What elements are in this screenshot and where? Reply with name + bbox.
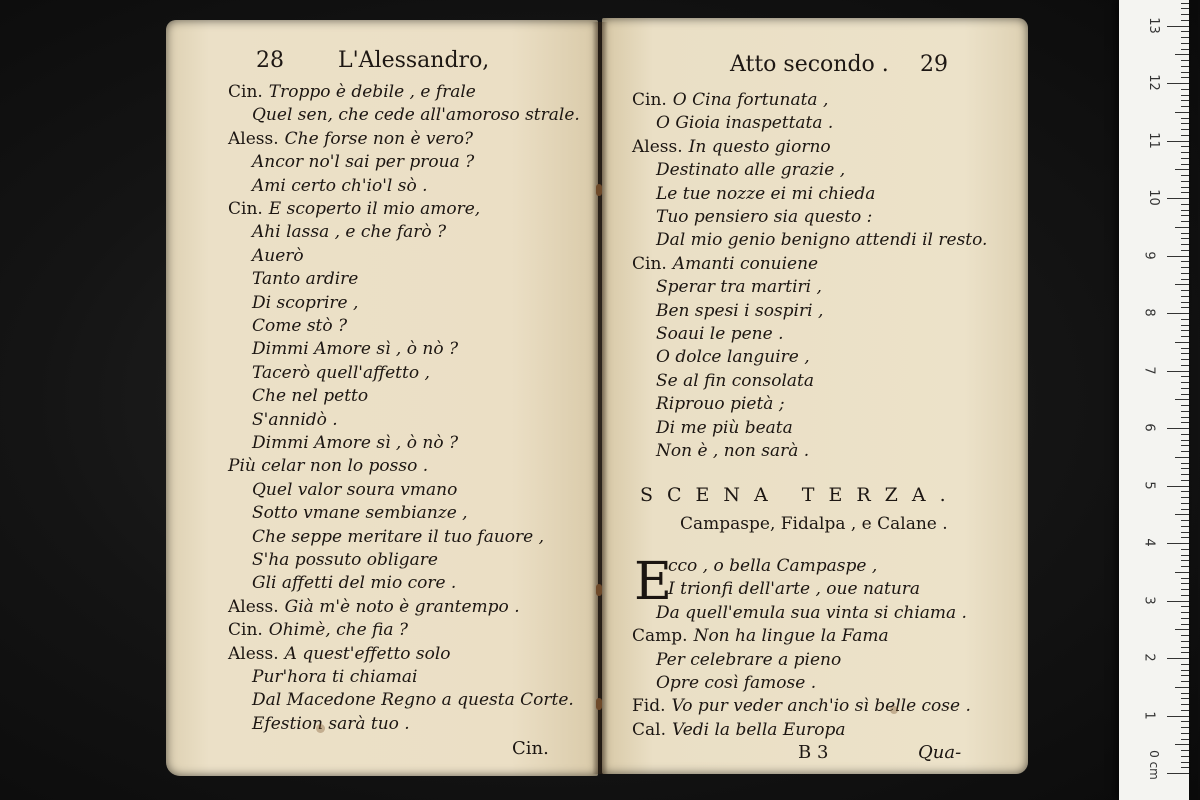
ruler-tick xyxy=(1181,526,1189,527)
ruler-tick xyxy=(1181,624,1189,625)
ruler-tick xyxy=(1175,342,1189,343)
ruler-tick xyxy=(1181,474,1189,475)
line-text: S'annidò . xyxy=(252,409,338,430)
text-line xyxy=(252,152,474,172)
speaker-label: Cal. xyxy=(632,719,666,740)
ruler-tick xyxy=(1181,158,1189,159)
ruler-tick xyxy=(1181,463,1189,464)
ink-stain xyxy=(890,706,898,714)
ruler-tick xyxy=(1181,612,1189,613)
text-line xyxy=(656,277,822,297)
ruler-tick xyxy=(1175,169,1189,170)
binding-stitch xyxy=(596,584,602,596)
ruler-tick xyxy=(1181,405,1189,406)
ruler-tick xyxy=(1181,60,1189,61)
ruler-tick xyxy=(1181,118,1189,119)
text-line xyxy=(228,644,451,664)
line-text: O Gioia inaspettata . xyxy=(656,113,834,134)
ruler-tick xyxy=(1181,750,1189,751)
right-page-number: 29 xyxy=(920,52,948,77)
ruler-tick xyxy=(1181,727,1189,728)
ruler-tick xyxy=(1167,141,1189,142)
text-line xyxy=(252,386,368,406)
ruler-tick xyxy=(1181,555,1189,556)
ruler-number: 3 xyxy=(1141,595,1157,605)
ruler-tick xyxy=(1181,698,1189,699)
ruler-tick xyxy=(1181,164,1189,165)
text-line xyxy=(252,480,457,500)
line-text: Non ha lingue la Fama xyxy=(693,626,889,647)
ruler-tick xyxy=(1181,440,1189,441)
speaker-label: Aless. xyxy=(632,136,683,157)
ruler-tick xyxy=(1181,89,1189,90)
ruler-tick xyxy=(1181,675,1189,676)
line-text: Le tue nozze ei mi chieda xyxy=(656,183,876,204)
line-text: Che nel petto xyxy=(252,386,369,407)
line-text: A quest'effetto solo xyxy=(284,643,451,664)
ruler-tick xyxy=(1181,583,1189,584)
ruler-tick xyxy=(1181,560,1189,561)
text-line xyxy=(668,556,877,576)
line-text: cco , o bella Campaspe , xyxy=(668,556,878,576)
text-line xyxy=(656,324,783,344)
ruler-tick xyxy=(1181,43,1189,44)
left-page-number: 28 xyxy=(256,48,284,73)
ruler-tick xyxy=(1181,244,1189,245)
ruler-tick xyxy=(1181,480,1189,481)
line-text: Ancor no'l sai per proua ? xyxy=(252,152,475,173)
line-text: Ami certo ch'io'l sò . xyxy=(252,175,428,196)
ruler-tick xyxy=(1181,37,1189,38)
ruler-tick xyxy=(1181,388,1189,389)
line-text: Ohimè, che fia ? xyxy=(268,620,409,641)
speaker-label: Camp. xyxy=(632,626,688,647)
ruler-number: 1 xyxy=(1141,710,1157,720)
ruler-tick xyxy=(1181,532,1189,533)
line-text: E scoperto il mio amore, xyxy=(268,199,481,219)
line-text: Riprouo pietà ; xyxy=(656,394,785,415)
ruler-tick xyxy=(1181,417,1189,418)
ruler-number: 5 xyxy=(1141,480,1157,490)
text-line xyxy=(656,603,967,623)
ruler-tick xyxy=(1181,290,1189,291)
left-page xyxy=(166,20,598,776)
line-text: Tacerò quell'affetto , xyxy=(252,362,430,383)
text-line xyxy=(252,550,438,570)
line-text: Quel sen, che cede all'amoroso strale. xyxy=(252,105,580,126)
ruler-tick xyxy=(1181,353,1189,354)
book-gutter xyxy=(592,22,608,774)
ruler-number: 2 xyxy=(1141,653,1157,662)
ruler-tick xyxy=(1181,681,1189,682)
line-text: Per celebrare a pieno xyxy=(656,649,842,670)
text-line xyxy=(252,410,338,430)
line-text: Amanti conuiene xyxy=(672,253,819,274)
ruler-tick xyxy=(1175,399,1189,400)
line-text: Dimmi Amore sì , ò nò ? xyxy=(252,433,459,453)
ruler-tick xyxy=(1181,296,1189,297)
ruler-tick xyxy=(1181,652,1189,653)
ruler-tick xyxy=(1181,325,1189,326)
ruler-tick xyxy=(1181,192,1189,193)
text-line xyxy=(656,113,833,133)
ruler-tick xyxy=(1167,601,1189,602)
ruler-tick xyxy=(1181,756,1189,757)
ruler-number: 8 xyxy=(1141,308,1157,317)
ruler-tick xyxy=(1181,767,1189,768)
ruler-tick xyxy=(1181,595,1189,596)
ruler-tick xyxy=(1181,733,1189,734)
text-line xyxy=(656,650,841,670)
ruler-number: 7 xyxy=(1141,365,1157,375)
text-line xyxy=(252,339,458,359)
text-line xyxy=(228,129,473,149)
ruler-unit: 0 cm xyxy=(1146,750,1161,780)
ruler-tick xyxy=(1175,687,1189,688)
line-text: Che forse non è vero? xyxy=(284,128,474,149)
line-text: I trionfi dell'arte , oue natura xyxy=(668,579,921,600)
text-line xyxy=(252,105,580,125)
ruler-tick xyxy=(1181,693,1189,694)
drop-capital: E xyxy=(634,552,672,612)
line-text: Pur'hora ti chiamai xyxy=(252,667,418,687)
line-text: Come stò ? xyxy=(252,316,348,336)
ruler-tick xyxy=(1181,394,1189,395)
ruler-tick xyxy=(1167,716,1189,717)
line-text: Da quell'emula sua vinta si chiama . xyxy=(656,602,967,623)
ruler-tick xyxy=(1181,20,1189,21)
right-catchword: Qua- xyxy=(918,742,962,763)
ruler-tick xyxy=(1181,175,1189,176)
line-text: Non è , non sarà . xyxy=(656,441,810,461)
text-line xyxy=(632,720,846,740)
ruler-number: 6 xyxy=(1141,423,1157,432)
text-line xyxy=(252,667,417,687)
line-text: Vedi la bella Europa xyxy=(671,719,846,740)
ruler-tick xyxy=(1181,434,1189,435)
line-text: Di me più beata xyxy=(656,417,793,438)
ruler-tick xyxy=(1181,181,1189,182)
ruler-tick xyxy=(1167,543,1189,544)
ruler-number: 11 xyxy=(1145,131,1161,149)
ruler-tick xyxy=(1181,267,1189,268)
text-line xyxy=(656,347,810,367)
text-line xyxy=(668,579,920,599)
ruler-tick xyxy=(1181,273,1189,274)
ruler-tick xyxy=(1181,146,1189,147)
ruler-tick xyxy=(1181,635,1189,636)
ruler-tick xyxy=(1181,606,1189,607)
binding-stitch xyxy=(596,698,602,710)
text-line xyxy=(252,363,430,383)
line-text: Quel valor soura vmano xyxy=(252,479,458,500)
ruler-tick xyxy=(1181,704,1189,705)
ruler-tick xyxy=(1181,31,1189,32)
text-line xyxy=(656,207,872,227)
ruler-tick xyxy=(1167,256,1189,257)
speaker-label: Aless. xyxy=(228,128,279,149)
line-text: Soaui le pene . xyxy=(656,324,784,344)
line-text: Ben spesi i sospiri , xyxy=(656,300,824,321)
line-text: Se al fin consolata xyxy=(656,370,814,391)
line-text: Dal Macedone Regno a questa Corte. xyxy=(252,690,574,711)
text-line xyxy=(656,184,875,204)
ruler-tick xyxy=(1181,3,1189,4)
line-text: S'ha possuto obligare xyxy=(252,550,438,570)
text-line xyxy=(252,714,410,734)
line-text: Troppo è debile , e frale xyxy=(268,82,476,102)
ruler-tick xyxy=(1181,376,1189,377)
ruler-tick xyxy=(1181,307,1189,308)
text-line xyxy=(228,620,408,640)
ruler-tick xyxy=(1181,451,1189,452)
text-line xyxy=(252,269,358,289)
ruler-tick xyxy=(1181,123,1189,124)
line-text: Destinato alle grazie , xyxy=(656,160,846,181)
text-line xyxy=(228,597,520,617)
ruler-tick xyxy=(1167,428,1189,429)
ruler-tick xyxy=(1181,95,1189,96)
text-line xyxy=(252,293,358,313)
ruler-tick xyxy=(1181,509,1189,510)
ruler-tick xyxy=(1167,371,1189,372)
line-text: Gli affetti del mio core . xyxy=(252,573,457,594)
text-line xyxy=(252,176,428,196)
ruler-tick xyxy=(1181,641,1189,642)
ruler-number: 4 xyxy=(1141,538,1157,547)
text-line xyxy=(656,394,785,414)
line-text: Che seppe meritare il tuo fauore , xyxy=(252,526,545,547)
line-text: Tanto ardire xyxy=(252,269,359,290)
ruler-tick xyxy=(1181,66,1189,67)
text-line xyxy=(252,503,468,523)
left-running-title: L'Alessandro, xyxy=(338,48,490,73)
ruler-tick xyxy=(1181,302,1189,303)
binding-stitch xyxy=(596,184,602,196)
line-text: Già m'è noto è grantempo . xyxy=(284,596,520,617)
text-line xyxy=(656,673,816,693)
speaker-label: Fid. xyxy=(632,696,666,717)
line-text: Di scoprire , xyxy=(252,292,359,313)
ruler-tick xyxy=(1181,589,1189,590)
line-text: Sperar tra martiri , xyxy=(656,277,822,298)
text-line xyxy=(252,690,574,710)
ruler-tick xyxy=(1181,670,1189,671)
ruler-tick xyxy=(1181,497,1189,498)
line-text: Vo pur veder anch'io sì belle cose . xyxy=(671,696,971,717)
ruler-tick xyxy=(1167,83,1189,84)
ruler-tick xyxy=(1181,250,1189,251)
line-text: Tuo pensiero sia questo : xyxy=(656,207,873,227)
signature-mark: B 3 xyxy=(798,742,829,763)
speaker-label: Aless. xyxy=(228,596,279,617)
left-catchword: Cin. xyxy=(512,738,549,759)
ruler-tick xyxy=(1181,72,1189,73)
speaker-label: Aless. xyxy=(228,643,279,664)
ruler-tick xyxy=(1181,330,1189,331)
speaker-label: Cin. xyxy=(632,90,667,110)
line-text: Auerò xyxy=(252,245,304,266)
ruler-tick xyxy=(1167,26,1189,27)
ruler-tick xyxy=(1181,618,1189,619)
ruler-tick xyxy=(1175,284,1189,285)
ruler-tick xyxy=(1175,227,1189,228)
ruler-tick xyxy=(1181,365,1189,366)
text-line xyxy=(632,696,971,716)
open-book xyxy=(158,14,1036,780)
text-line xyxy=(228,456,428,476)
ruler-tick xyxy=(1181,336,1189,337)
ruler-tick xyxy=(1181,739,1189,740)
ruler-tick xyxy=(1181,233,1189,234)
line-text: Dimmi Amore sì , ò nò ? xyxy=(252,339,459,360)
measurement-ruler xyxy=(1119,0,1189,800)
scene-cast: Campaspe, Fidalpa , e Calane . xyxy=(680,514,948,534)
text-line xyxy=(252,527,544,547)
ruler-tick xyxy=(1181,14,1189,15)
ruler-number: 10 xyxy=(1145,189,1161,206)
ruler-tick xyxy=(1181,566,1189,567)
ruler-tick xyxy=(1181,77,1189,78)
ruler-tick xyxy=(1181,762,1189,763)
ink-stain xyxy=(316,724,325,733)
text-line xyxy=(252,433,458,453)
ruler-tick xyxy=(1167,486,1189,487)
ruler-tick xyxy=(1167,198,1189,199)
text-line xyxy=(656,371,814,391)
text-line xyxy=(252,246,304,266)
line-text: Sotto vmane sembianze , xyxy=(252,503,468,524)
line-text: Dal mio genio benigno attendi il resto. xyxy=(656,230,988,251)
scene-title: SCENA TERZA. xyxy=(640,484,960,506)
right-page xyxy=(602,18,1028,774)
ruler-tick xyxy=(1181,8,1189,9)
ruler-tick xyxy=(1181,491,1189,492)
line-text: Più celar non lo posso . xyxy=(228,456,429,477)
ruler-tick xyxy=(1181,411,1189,412)
text-line xyxy=(252,316,347,336)
ruler-tick xyxy=(1181,549,1189,550)
right-running-title: Atto secondo . xyxy=(730,52,889,77)
ruler-tick xyxy=(1181,721,1189,722)
line-text: In questo giorno xyxy=(688,136,831,157)
ruler-tick xyxy=(1181,647,1189,648)
line-text: O dolce languire , xyxy=(656,347,810,368)
ruler-tick xyxy=(1167,658,1189,659)
ruler-tick xyxy=(1181,106,1189,107)
ruler-tick xyxy=(1175,572,1189,573)
ruler-tick xyxy=(1181,537,1189,538)
line-text: Opre così famose . xyxy=(656,673,817,693)
ruler-tick xyxy=(1181,710,1189,711)
ruler-tick xyxy=(1181,210,1189,211)
ruler-number: 12 xyxy=(1145,74,1161,91)
ruler-tick xyxy=(1181,319,1189,320)
text-line xyxy=(632,254,818,274)
ruler-tick xyxy=(1181,129,1189,130)
text-line xyxy=(632,90,828,110)
ruler-tick xyxy=(1175,457,1189,458)
text-line xyxy=(632,626,889,646)
text-line xyxy=(252,222,446,242)
text-line xyxy=(656,160,845,180)
ruler-tick xyxy=(1181,520,1189,521)
ruler-tick xyxy=(1181,204,1189,205)
text-line xyxy=(632,137,831,157)
speaker-label: Cin. xyxy=(228,82,263,102)
ruler-tick xyxy=(1181,152,1189,153)
ruler-tick xyxy=(1181,279,1189,280)
ruler-tick xyxy=(1175,112,1189,113)
ruler-tick xyxy=(1175,54,1189,55)
ruler-tick xyxy=(1181,578,1189,579)
ruler-tick xyxy=(1167,773,1189,774)
text-line xyxy=(656,301,823,321)
ruler-tick xyxy=(1181,215,1189,216)
text-line xyxy=(252,573,456,593)
ruler-tick xyxy=(1181,664,1189,665)
speaker-label: Cin. xyxy=(632,253,667,274)
line-text: Ahi lassa , e che farò ? xyxy=(252,222,447,243)
ruler-tick xyxy=(1181,187,1189,188)
text-line xyxy=(656,418,793,438)
ruler-tick xyxy=(1181,422,1189,423)
ruler-tick xyxy=(1181,238,1189,239)
ruler-tick xyxy=(1181,445,1189,446)
ruler-tick xyxy=(1181,100,1189,101)
speaker-label: Cin. xyxy=(228,199,263,219)
text-line xyxy=(656,230,987,250)
line-text: O Cina fortunata , xyxy=(672,90,829,110)
text-line xyxy=(656,441,809,461)
ruler-tick xyxy=(1167,313,1189,314)
ruler-tick xyxy=(1181,382,1189,383)
ruler-tick xyxy=(1181,221,1189,222)
ruler-tick xyxy=(1175,629,1189,630)
ruler-number: 9 xyxy=(1141,250,1157,260)
ruler-tick xyxy=(1181,49,1189,50)
speaker-label: Cin. xyxy=(228,620,263,641)
ruler-number: 13 xyxy=(1145,16,1161,34)
line-text: Efestion sarà tuo . xyxy=(252,713,410,734)
text-line xyxy=(228,199,480,219)
ruler-tick xyxy=(1181,135,1189,136)
text-line xyxy=(228,82,476,102)
ruler-tick xyxy=(1181,348,1189,349)
ruler-tick xyxy=(1181,359,1189,360)
ruler-tick xyxy=(1175,744,1189,745)
ruler-tick xyxy=(1181,261,1189,262)
ruler-tick xyxy=(1181,503,1189,504)
ruler-tick xyxy=(1181,468,1189,469)
ruler-tick xyxy=(1175,514,1189,515)
